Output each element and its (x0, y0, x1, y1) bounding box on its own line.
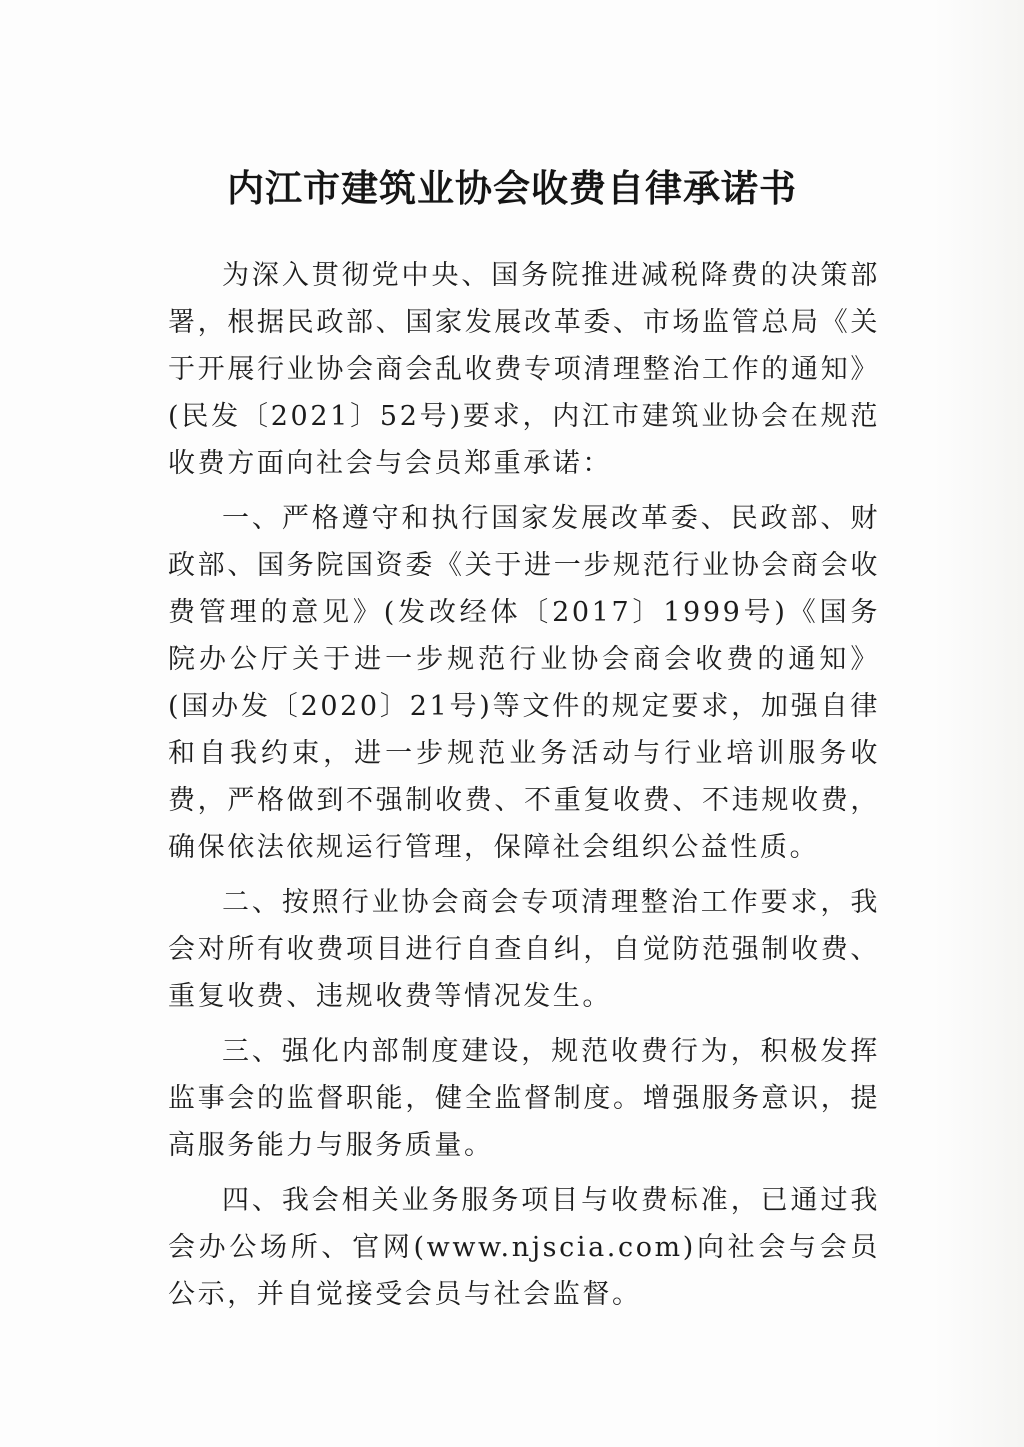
paragraph-commitment-2: 二、按照行业协会商会专项清理整治工作要求，我会对所有收费项目进行自查自纠，自觉防范强制收费、重复收费、违规收费等情况发生。 (168, 887, 880, 1012)
paragraph-commitment-3: 三、强化内部制度建设，规范收费行为，积极发挥监事会的监督职能，健全监督制度。增强服务意识，提高服务能力与服务质量。 (168, 1036, 880, 1161)
paragraph-commitment-4: 四、我会相关业务服务项目与收费标准，已通过我会办公场所、官网(www.njscia.com)向社会与会员公示，并自觉接受会员与社会监督。 (168, 1185, 880, 1310)
document-title: 内江市建筑业协会收费自律承诺书 (227, 166, 797, 210)
paragraph-commitment-1: 一、严格遵守和执行国家发展改革委、民政部、财政部、国务院国资委《关于进一步规范行业协会商会收费管理的意见》(发改经体〔2017〕1999号)《国务院办公厅关于进一步规范行业协会商会收费的通知》(国办发〔2020〕21号)等文件的规定要求，加强自律和自我约束，进一步规范业务活动与行业培训服务收费，严格做到不强制收费、不重复收费、不违规收费，确保依法依规运行管理，保障社会组织公益性质。 (168, 503, 880, 863)
scan-edge-shading (934, 0, 1024, 1447)
document-body (168, 252, 880, 1326)
paragraph-intro: 为深入贯彻党中央、国务院推进减税降费的决策部署，根据民政部、国家发展改革委、市场监管总局《关于开展行业协会商会乱收费专项清理整治工作的通知》(民发〔2021〕52号)要求，内江市建筑业协会在规范收费方面向社会与会员郑重承诺： (168, 260, 880, 479)
